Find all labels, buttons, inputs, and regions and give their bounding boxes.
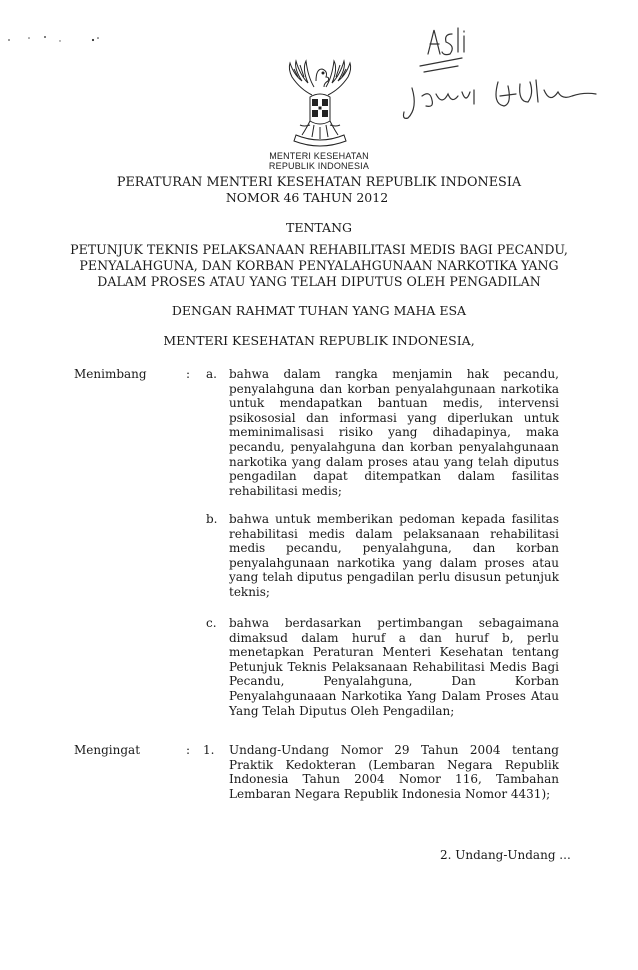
menimbang-marker-b: b.: [206, 512, 218, 526]
regulation-number: NOMOR 46 TAHUN 2012: [225, 190, 389, 205]
menimbang-item-c: bahwa berdasarkan pertimbangan sebagaimana dimaksud dalam huruf a dan huruf b, perlu menetapkan Peraturan Menteri Kesehatan tentang Petunjuk Teknis Pelaksanaan Rehabilitasi Medis Bagi Pecandu, Penyalahguna, Dan Korban Penyalahgunaaan Narkotika Yang Dalam Proses Atau Yang Telah Diputus Oleh Pengadilan;: [229, 616, 559, 718]
garuda-pancasila-emblem: [270, 55, 370, 147]
menimbang-colon: :: [186, 367, 191, 381]
about-heading: TENTANG: [285, 220, 352, 235]
subject-line-1: PETUNJUK TEKNIS PELAKSANAAN REHABILITASI MEDIS BAGI PECANDU,: [70, 242, 568, 257]
menimbang-label: Menimbang: [74, 367, 147, 381]
continuation-note: 2. Undang-Undang ...: [440, 848, 571, 862]
menimbang-item-a: bahwa dalam rangka menjamin hak pecandu, penyalahguna dan korban penyalahgunaan narkotika untuk mendapatkan bantuan medis, intervensi psikososial dan informasi yang diperlukan untuk meminimalisasi risiko yang dihadapinya, maka pecandu, penyalahguna dan korban penyalahgunaan narkotika yang dalam proses atau yang telah diputus pengadilan dapat ditempatkan dalam fasilitas rehabilitasi medis;: [229, 367, 559, 498]
mengingat-item-1: Undang-Undang Nomor 29 Tahun 2004 tentang Praktik Kedokteran (Lembaran Negara Republik Indonesia Tahun 2004 Nomor 116, Tambahan Lembaran Negara Republik Indonesia Nomor 4431);: [229, 743, 559, 801]
subject-line-3: DALAM PROSES ATAU YANG TELAH DIPUTUS OLEH PENGADILAN: [97, 274, 541, 289]
mengingat-colon: :: [186, 743, 191, 757]
scan-specks: [5, 28, 125, 48]
menimbang-marker-a: a.: [206, 367, 217, 381]
ministry-line-2: REPUBLIK INDONESIA: [268, 161, 370, 171]
mengingat-marker-1: 1.: [203, 743, 215, 757]
handwritten-annotation: [400, 22, 610, 132]
issuer-line: MENTERI KESEHATAN REPUBLIK INDONESIA,: [163, 333, 475, 348]
menimbang-item-b: bahwa untuk memberikan pedoman kepada fasilitas rehabilitasi medis dalam pelaksanaan rehabilitasi medis pecandu, penyalahguna, dan korban penyalahgunaan narkotika yang dalam proses atau yang telah diputus pengadilan perlu disusun petunjuk teknis;: [229, 512, 559, 599]
ministry-line-1: MENTERI KESEHATAN: [269, 151, 369, 161]
grace-line: DENGAN RAHMAT TUHAN YANG MAHA ESA: [171, 303, 467, 318]
mengingat-label: Mengingat: [74, 743, 141, 757]
subject-line-2: PENYALAHGUNA, DAN KORBAN PENYALAHGUNAAN NARKOTIKA YANG: [79, 258, 559, 273]
menimbang-marker-c: c.: [206, 616, 217, 630]
regulation-title: PERATURAN MENTERI KESEHATAN REPUBLIK INDONESIA: [116, 175, 522, 190]
